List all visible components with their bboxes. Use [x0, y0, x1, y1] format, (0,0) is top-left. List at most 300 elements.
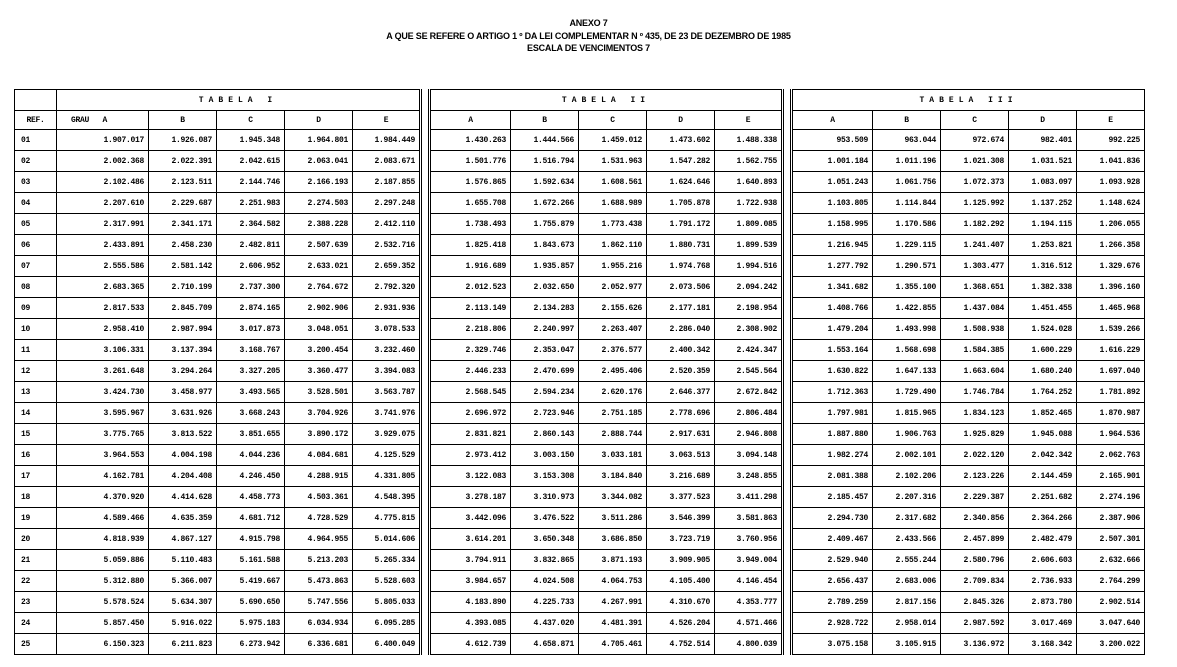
- value-cell: 1.253.821: [1009, 235, 1077, 256]
- value-cell: 3.614.201: [430, 529, 511, 550]
- group-separator: [421, 613, 430, 634]
- value-cell: 1.437.084: [941, 298, 1009, 319]
- value-cell: 5.265.334: [353, 550, 421, 571]
- value-cell: 1.729.490: [873, 382, 941, 403]
- value-cell: 2.144.459: [1009, 466, 1077, 487]
- ref-cell: 17: [15, 466, 57, 487]
- value-cell: 4.146.454: [715, 571, 783, 592]
- value-cell: 3.327.205: [217, 361, 285, 382]
- value-cell: 1.600.229: [1009, 340, 1077, 361]
- value-cell: 1.781.892: [1077, 382, 1145, 403]
- value-cell: 4.752.514: [647, 634, 715, 655]
- value-cell: 2.606.603: [1009, 550, 1077, 571]
- value-cell: 1.906.763: [873, 424, 941, 445]
- value-cell: 1.459.012: [579, 130, 647, 151]
- value-cell: 1.797.981: [792, 403, 873, 424]
- value-cell: 3.294.264: [149, 361, 217, 382]
- value-cell: 5.857.450: [57, 613, 149, 634]
- value-cell: 3.964.553: [57, 445, 149, 466]
- group-separator: [783, 634, 792, 655]
- value-cell: 2.482.811: [217, 235, 285, 256]
- value-cell: 1.916.689: [430, 256, 511, 277]
- value-cell: 2.022.120: [941, 445, 1009, 466]
- value-cell: 2.873.780: [1009, 592, 1077, 613]
- col-header: E: [1077, 111, 1145, 130]
- value-cell: 3.458.977: [149, 382, 217, 403]
- table-row: [15, 529, 1145, 550]
- value-cell: 2.155.626: [579, 298, 647, 319]
- value-cell: 1.430.263: [430, 130, 511, 151]
- value-cell: 3.871.193: [579, 550, 647, 571]
- value-cell: 5.059.886: [57, 550, 149, 571]
- ref-cell: 09: [15, 298, 57, 319]
- value-cell: 3.595.967: [57, 403, 149, 424]
- table-row: [15, 613, 1145, 634]
- value-cell: 6.034.934: [285, 613, 353, 634]
- value-cell: 2.710.199: [149, 277, 217, 298]
- value-cell: 2.229.687: [149, 193, 217, 214]
- value-cell: 1.712.363: [792, 382, 873, 403]
- value-cell: 1.341.682: [792, 277, 873, 298]
- value-cell: 2.874.165: [217, 298, 285, 319]
- value-cell: 1.630.822: [792, 361, 873, 382]
- value-cell: 1.568.698: [873, 340, 941, 361]
- value-cell: 2.696.972: [430, 403, 511, 424]
- group-separator: [783, 571, 792, 592]
- ref-header-blank: [15, 90, 57, 111]
- value-cell: 2.594.234: [511, 382, 579, 403]
- value-cell: 1.031.521: [1009, 151, 1077, 172]
- value-cell: 1.206.055: [1077, 214, 1145, 235]
- col-header: E: [353, 111, 421, 130]
- value-cell: 2.376.577: [579, 340, 647, 361]
- value-cell: 2.165.901: [1077, 466, 1145, 487]
- ref-cell: 03: [15, 172, 57, 193]
- value-cell: 2.860.143: [511, 424, 579, 445]
- value-cell: 1.524.028: [1009, 319, 1077, 340]
- value-cell: 2.387.906: [1077, 508, 1145, 529]
- group-separator: [783, 130, 792, 151]
- table-row: [15, 151, 1145, 172]
- value-cell: 1.722.938: [715, 193, 783, 214]
- col-header: D: [285, 111, 353, 130]
- value-cell: 3.723.719: [647, 529, 715, 550]
- value-cell: 2.973.412: [430, 445, 511, 466]
- value-cell: 2.251.983: [217, 193, 285, 214]
- value-cell: 2.520.359: [647, 361, 715, 382]
- ref-cell: 04: [15, 193, 57, 214]
- value-cell: 1.355.100: [873, 277, 941, 298]
- value-cell: 5.578.524: [57, 592, 149, 613]
- ref-cell: 13: [15, 382, 57, 403]
- value-cell: 1.640.893: [715, 172, 783, 193]
- group-separator: [783, 445, 792, 466]
- value-cell: 2.185.457: [792, 487, 873, 508]
- value-cell: 1.093.928: [1077, 172, 1145, 193]
- value-cell: 3.832.865: [511, 550, 579, 571]
- value-cell: 3.344.082: [579, 487, 647, 508]
- group-separator: [421, 256, 430, 277]
- group-separator: [783, 319, 792, 340]
- value-cell: 2.683.365: [57, 277, 149, 298]
- value-cell: 2.806.484: [715, 403, 783, 424]
- col-header: D: [1009, 111, 1077, 130]
- value-cell: 2.123.511: [149, 172, 217, 193]
- value-cell: 2.002.368: [57, 151, 149, 172]
- col-header: E: [715, 111, 783, 130]
- value-cell: 3.232.460: [353, 340, 421, 361]
- value-cell: 2.002.101: [873, 445, 941, 466]
- value-cell: 2.507.639: [285, 235, 353, 256]
- group-header-tabela-3: TABELA III: [792, 90, 1145, 111]
- value-cell: 2.329.746: [430, 340, 511, 361]
- value-cell: 3.122.083: [430, 466, 511, 487]
- ref-cell: 12: [15, 361, 57, 382]
- ref-cell: 11: [15, 340, 57, 361]
- value-cell: 1.791.172: [647, 214, 715, 235]
- group-separator: [421, 550, 430, 571]
- group-separator: [421, 487, 430, 508]
- value-cell: 4.331.805: [353, 466, 421, 487]
- value-cell: 4.589.466: [57, 508, 149, 529]
- value-cell: 1.994.516: [715, 256, 783, 277]
- value-cell: 3.017.469: [1009, 613, 1077, 634]
- value-cell: 3.650.348: [511, 529, 579, 550]
- value-cell: 2.555.244: [873, 550, 941, 571]
- salary-table: [14, 89, 1145, 655]
- value-cell: 3.394.083: [353, 361, 421, 382]
- value-cell: 1.194.115: [1009, 214, 1077, 235]
- table-row: [15, 319, 1145, 340]
- value-cell: 3.261.648: [57, 361, 149, 382]
- value-cell: 3.078.533: [353, 319, 421, 340]
- table-row: [15, 172, 1145, 193]
- value-cell: 982.401: [1009, 130, 1077, 151]
- value-cell: 2.736.933: [1009, 571, 1077, 592]
- value-cell: 3.668.243: [217, 403, 285, 424]
- group-separator: [421, 361, 430, 382]
- value-cell: 3.851.655: [217, 424, 285, 445]
- value-cell: 3.106.331: [57, 340, 149, 361]
- value-cell: 4.353.777: [715, 592, 783, 613]
- value-cell: 1.764.252: [1009, 382, 1077, 403]
- ref-cell: 05: [15, 214, 57, 235]
- value-cell: 3.493.565: [217, 382, 285, 403]
- value-cell: 1.182.292: [941, 214, 1009, 235]
- value-cell: 2.042.615: [217, 151, 285, 172]
- value-cell: 4.204.408: [149, 466, 217, 487]
- value-cell: 1.382.338: [1009, 277, 1077, 298]
- group-separator: [421, 382, 430, 403]
- table-row: [15, 340, 1145, 361]
- value-cell: 4.125.529: [353, 445, 421, 466]
- value-cell: 4.225.733: [511, 592, 579, 613]
- value-cell: 2.166.193: [285, 172, 353, 193]
- value-cell: 2.012.523: [430, 277, 511, 298]
- group-separator: [783, 466, 792, 487]
- group-separator: [783, 382, 792, 403]
- value-cell: 3.813.522: [149, 424, 217, 445]
- value-cell: 3.424.730: [57, 382, 149, 403]
- value-cell: 2.433.891: [57, 235, 149, 256]
- value-cell: 1.072.373: [941, 172, 1009, 193]
- value-cell: 1.688.989: [579, 193, 647, 214]
- value-cell: 2.555.586: [57, 256, 149, 277]
- value-cell: 1.773.438: [579, 214, 647, 235]
- value-cell: 2.400.342: [647, 340, 715, 361]
- value-cell: 1.672.266: [511, 193, 579, 214]
- group-separator: [421, 340, 430, 361]
- value-cell: 1.974.768: [647, 256, 715, 277]
- table-row: [15, 256, 1145, 277]
- value-cell: 1.241.407: [941, 235, 1009, 256]
- value-cell: 2.388.228: [285, 214, 353, 235]
- value-cell: 1.277.792: [792, 256, 873, 277]
- group-separator: [783, 111, 792, 130]
- value-cell: 3.929.075: [353, 424, 421, 445]
- value-cell: 2.081.388: [792, 466, 873, 487]
- table-row: [15, 445, 1145, 466]
- value-cell: 3.511.286: [579, 508, 647, 529]
- value-cell: 2.817.156: [873, 592, 941, 613]
- group-separator: [421, 319, 430, 340]
- group-separator: [421, 466, 430, 487]
- value-cell: 1.655.708: [430, 193, 511, 214]
- value-cell: 3.048.051: [285, 319, 353, 340]
- value-cell: 1.368.651: [941, 277, 1009, 298]
- value-cell: 2.123.226: [941, 466, 1009, 487]
- group-separator: [783, 550, 792, 571]
- value-cell: 3.760.956: [715, 529, 783, 550]
- value-cell: 5.916.022: [149, 613, 217, 634]
- value-cell: 5.473.863: [285, 571, 353, 592]
- salary-table-container: [14, 89, 1145, 655]
- group-separator: [421, 277, 430, 298]
- value-cell: 2.709.834: [941, 571, 1009, 592]
- value-cell: 1.815.965: [873, 403, 941, 424]
- value-cell: 2.633.021: [285, 256, 353, 277]
- group-separator: [421, 214, 430, 235]
- value-cell: 2.218.806: [430, 319, 511, 340]
- value-cell: 1.608.561: [579, 172, 647, 193]
- value-cell: 4.612.739: [430, 634, 511, 655]
- table-row: [15, 550, 1145, 571]
- value-cell: 2.032.650: [511, 277, 579, 298]
- value-cell: 4.024.508: [511, 571, 579, 592]
- value-cell: 4.084.681: [285, 445, 353, 466]
- group-separator: [783, 90, 792, 111]
- value-cell: 1.531.963: [579, 151, 647, 172]
- value-cell: 4.728.529: [285, 508, 353, 529]
- value-cell: 1.021.308: [941, 151, 1009, 172]
- value-cell: 2.274.196: [1077, 487, 1145, 508]
- value-cell: 1.663.604: [941, 361, 1009, 382]
- ref-cell: 21: [15, 550, 57, 571]
- value-cell: 2.606.952: [217, 256, 285, 277]
- value-cell: 3.310.973: [511, 487, 579, 508]
- value-cell: 1.290.571: [873, 256, 941, 277]
- salary-table-body: [15, 130, 1145, 655]
- value-cell: 3.794.911: [430, 550, 511, 571]
- value-cell: 1.562.755: [715, 151, 783, 172]
- value-cell: 2.789.259: [792, 592, 873, 613]
- table-row: [15, 466, 1145, 487]
- group-separator: [783, 592, 792, 613]
- value-cell: 3.168.767: [217, 340, 285, 361]
- group-separator: [783, 151, 792, 172]
- value-cell: 2.102.206: [873, 466, 941, 487]
- value-cell: 2.792.320: [353, 277, 421, 298]
- value-cell: 2.457.899: [941, 529, 1009, 550]
- value-cell: 1.508.938: [941, 319, 1009, 340]
- group-separator: [783, 298, 792, 319]
- value-cell: 4.635.359: [149, 508, 217, 529]
- value-cell: 3.063.513: [647, 445, 715, 466]
- value-cell: 5.366.007: [149, 571, 217, 592]
- group-separator: [783, 340, 792, 361]
- value-cell: 2.187.855: [353, 172, 421, 193]
- table-row: [15, 298, 1145, 319]
- value-cell: 2.902.906: [285, 298, 353, 319]
- value-cell: 972.674: [941, 130, 1009, 151]
- value-cell: 3.890.172: [285, 424, 353, 445]
- value-cell: 3.105.915: [873, 634, 941, 655]
- salary-scale-title: ESCALA DE VENCIMENTOS 7: [527, 43, 650, 53]
- ref-cell: 07: [15, 256, 57, 277]
- value-cell: 4.526.204: [647, 613, 715, 634]
- group-separator: [421, 90, 430, 111]
- value-cell: 1.170.586: [873, 214, 941, 235]
- group-separator: [783, 613, 792, 634]
- ref-cell: 02: [15, 151, 57, 172]
- value-cell: 3.047.640: [1077, 613, 1145, 634]
- value-cell: 2.632.666: [1077, 550, 1145, 571]
- value-cell: 4.867.127: [149, 529, 217, 550]
- value-cell: 1.061.756: [873, 172, 941, 193]
- value-cell: 2.083.671: [353, 151, 421, 172]
- value-cell: 3.153.308: [511, 466, 579, 487]
- value-cell: 2.845.326: [941, 592, 1009, 613]
- value-cell: 1.229.115: [873, 235, 941, 256]
- value-cell: 2.470.699: [511, 361, 579, 382]
- value-cell: 2.263.407: [579, 319, 647, 340]
- group-separator: [783, 529, 792, 550]
- value-cell: 1.451.455: [1009, 298, 1077, 319]
- value-cell: 1.935.857: [511, 256, 579, 277]
- value-cell: 2.102.486: [57, 172, 149, 193]
- value-cell: 2.532.716: [353, 235, 421, 256]
- value-cell: 1.697.040: [1077, 361, 1145, 382]
- value-cell: 2.817.533: [57, 298, 149, 319]
- value-cell: 2.646.377: [647, 382, 715, 403]
- value-cell: 1.746.784: [941, 382, 1009, 403]
- value-cell: 2.062.763: [1077, 445, 1145, 466]
- value-cell: 1.465.968: [1077, 298, 1145, 319]
- value-cell: 4.775.815: [353, 508, 421, 529]
- value-cell: 3.686.850: [579, 529, 647, 550]
- value-cell: 1.316.512: [1009, 256, 1077, 277]
- value-cell: 1.616.229: [1077, 340, 1145, 361]
- value-cell: 1.422.855: [873, 298, 941, 319]
- col-header: A: [430, 111, 511, 130]
- value-cell: 3.984.657: [430, 571, 511, 592]
- annex-title: ANEXO 7: [569, 18, 608, 28]
- table-row: [15, 193, 1145, 214]
- value-cell: 2.207.316: [873, 487, 941, 508]
- value-cell: 3.136.972: [941, 634, 1009, 655]
- value-cell: 2.364.582: [217, 214, 285, 235]
- value-cell: 5.805.033: [353, 592, 421, 613]
- value-cell: 2.751.185: [579, 403, 647, 424]
- value-cell: 2.931.936: [353, 298, 421, 319]
- group-separator: [421, 508, 430, 529]
- value-cell: 1.576.865: [430, 172, 511, 193]
- value-cell: 3.949.004: [715, 550, 783, 571]
- value-cell: 1.955.216: [579, 256, 647, 277]
- value-cell: 4.044.236: [217, 445, 285, 466]
- value-cell: 4.915.798: [217, 529, 285, 550]
- value-cell: 5.528.603: [353, 571, 421, 592]
- col-header: C: [217, 111, 285, 130]
- value-cell: 4.705.461: [579, 634, 647, 655]
- value-cell: 2.581.142: [149, 256, 217, 277]
- value-cell: 4.571.466: [715, 613, 783, 634]
- value-cell: 2.364.266: [1009, 508, 1077, 529]
- table-row: [15, 571, 1145, 592]
- value-cell: 1.624.646: [647, 172, 715, 193]
- group-separator: [421, 592, 430, 613]
- value-cell: 3.248.855: [715, 466, 783, 487]
- value-cell: 4.105.400: [647, 571, 715, 592]
- value-cell: 2.317.991: [57, 214, 149, 235]
- table-row: [15, 382, 1145, 403]
- value-cell: 1.083.097: [1009, 172, 1077, 193]
- value-cell: 1.137.252: [1009, 193, 1077, 214]
- value-cell: 1.809.085: [715, 214, 783, 235]
- value-cell: 3.476.522: [511, 508, 579, 529]
- value-cell: 1.964.536: [1077, 424, 1145, 445]
- col-header: D: [647, 111, 715, 130]
- value-cell: 3.775.765: [57, 424, 149, 445]
- annex-subtitle: A QUE SE REFERE O ARTIGO 1 º DA LEI COMPLEMENTAR N º 435, DE 23 DE DEZEMBRO DE 1985: [386, 31, 791, 41]
- group-separator: [783, 487, 792, 508]
- value-cell: 3.033.181: [579, 445, 647, 466]
- ref-cell: 14: [15, 403, 57, 424]
- value-cell: 1.887.880: [792, 424, 873, 445]
- value-cell: 6.336.681: [285, 634, 353, 655]
- value-cell: 3.631.926: [149, 403, 217, 424]
- table-row: [15, 487, 1145, 508]
- value-cell: 1.925.829: [941, 424, 1009, 445]
- group-separator: [421, 172, 430, 193]
- value-cell: 3.563.787: [353, 382, 421, 403]
- value-cell: 2.073.506: [647, 277, 715, 298]
- ref-cell: 19: [15, 508, 57, 529]
- value-cell: 4.183.890: [430, 592, 511, 613]
- value-cell: 1.051.243: [792, 172, 873, 193]
- group-header-tabela-2: TABELA II: [430, 90, 783, 111]
- value-cell: 4.658.871: [511, 634, 579, 655]
- value-cell: 6.400.049: [353, 634, 421, 655]
- value-cell: 2.251.682: [1009, 487, 1077, 508]
- value-cell: 2.778.696: [647, 403, 715, 424]
- group-separator: [421, 634, 430, 655]
- value-cell: 1.125.992: [941, 193, 1009, 214]
- value-cell: 3.278.187: [430, 487, 511, 508]
- value-cell: 2.723.946: [511, 403, 579, 424]
- value-cell: 2.683.006: [873, 571, 941, 592]
- col-header: C: [941, 111, 1009, 130]
